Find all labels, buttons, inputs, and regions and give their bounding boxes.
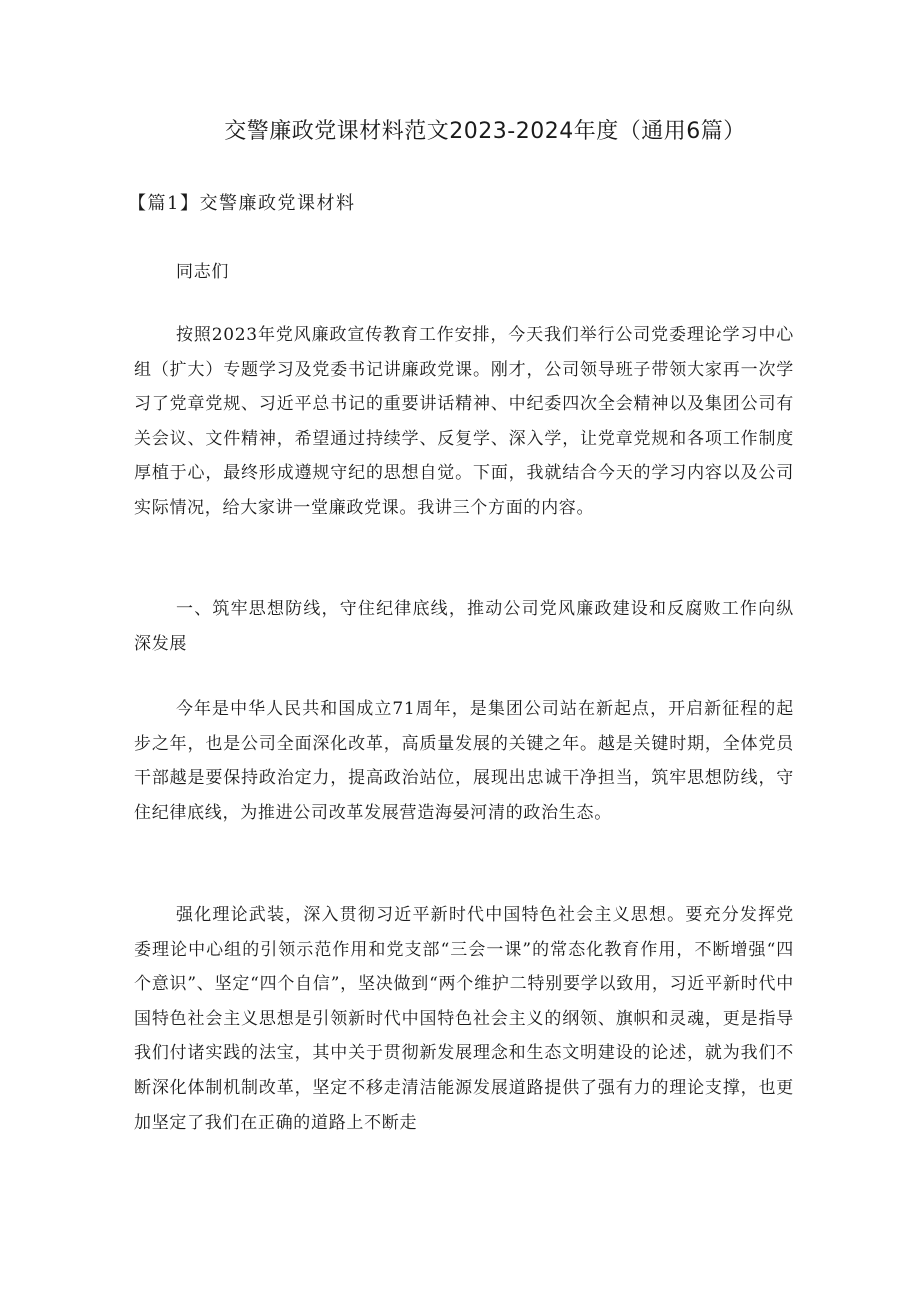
document-title: 交警廉政党课材料范文2023-2024年度（通用6篇） xyxy=(224,119,746,144)
greeting-text: 同志们 xyxy=(176,262,230,282)
paragraph-3: 强化理论武装，深入贯彻习近平新时代中国特色社会主义思想。要充分发挥党委理论中心组的引领示范作用和党支部“三会一课”的常态化教育作用，不断增强“四个意识”、坚定“四个自信”，坚决做到“两个维护二特别要学以致用，习近平新时代中国特色社会主义思想是引领新时代中国特色社会主义的纲领、旗帜和灵魂，更是指导我们付诸实践的法宝，其中关于贯彻新发展理念和生态文明建设的论述，就为我们不断深化体制机制改革，坚定不移走清洁能源发展道路提供了强有力的理论支撑，也更加坚定了我们在正确的道路上不断走 xyxy=(134,905,794,1133)
section-heading: 【篇1】交警廉政党课材料 xyxy=(128,193,356,214)
heading-1: 一、筑牢思想防线，守住纪律底线，推动公司党风廉政建设和反腐败工作向纵深发展 xyxy=(134,599,794,654)
paragraph-2: 今年是中华人民共和国成立71周年，是集团公司站在新起点，开启新征程的起步之年，也是公司全面深化改革，高质量发展的关键之年。越是关键时期，全体党员干部越是要保持政治定力，提高政治站位，展现出忠诚干净担当，筑牢思想防线，守住纪律底线，为推进公司改革发展营造海晏河清的政治生态。 xyxy=(134,699,794,823)
paragraph-1: 按照2023年党风廉政宣传教育工作安排，今天我们举行公司党委理论学习中心组（扩大）专题学习及党委书记讲廉政党课。刚才，公司领导班子带领大家再一次学习了党章党规、习近平总书记的重要讲话精神、中纪委四次全会精神以及集团公司有关会议、文件精神，希望通过持续学、反复学、深入学，让党章党规和各项工作制度厚植于心，最终形成遵规守纪的思想自觉。下面，我就结合今天的学习内容以及公司实际情况，给大家讲一堂廉政党课。我讲三个方面的内容。 xyxy=(134,325,794,518)
